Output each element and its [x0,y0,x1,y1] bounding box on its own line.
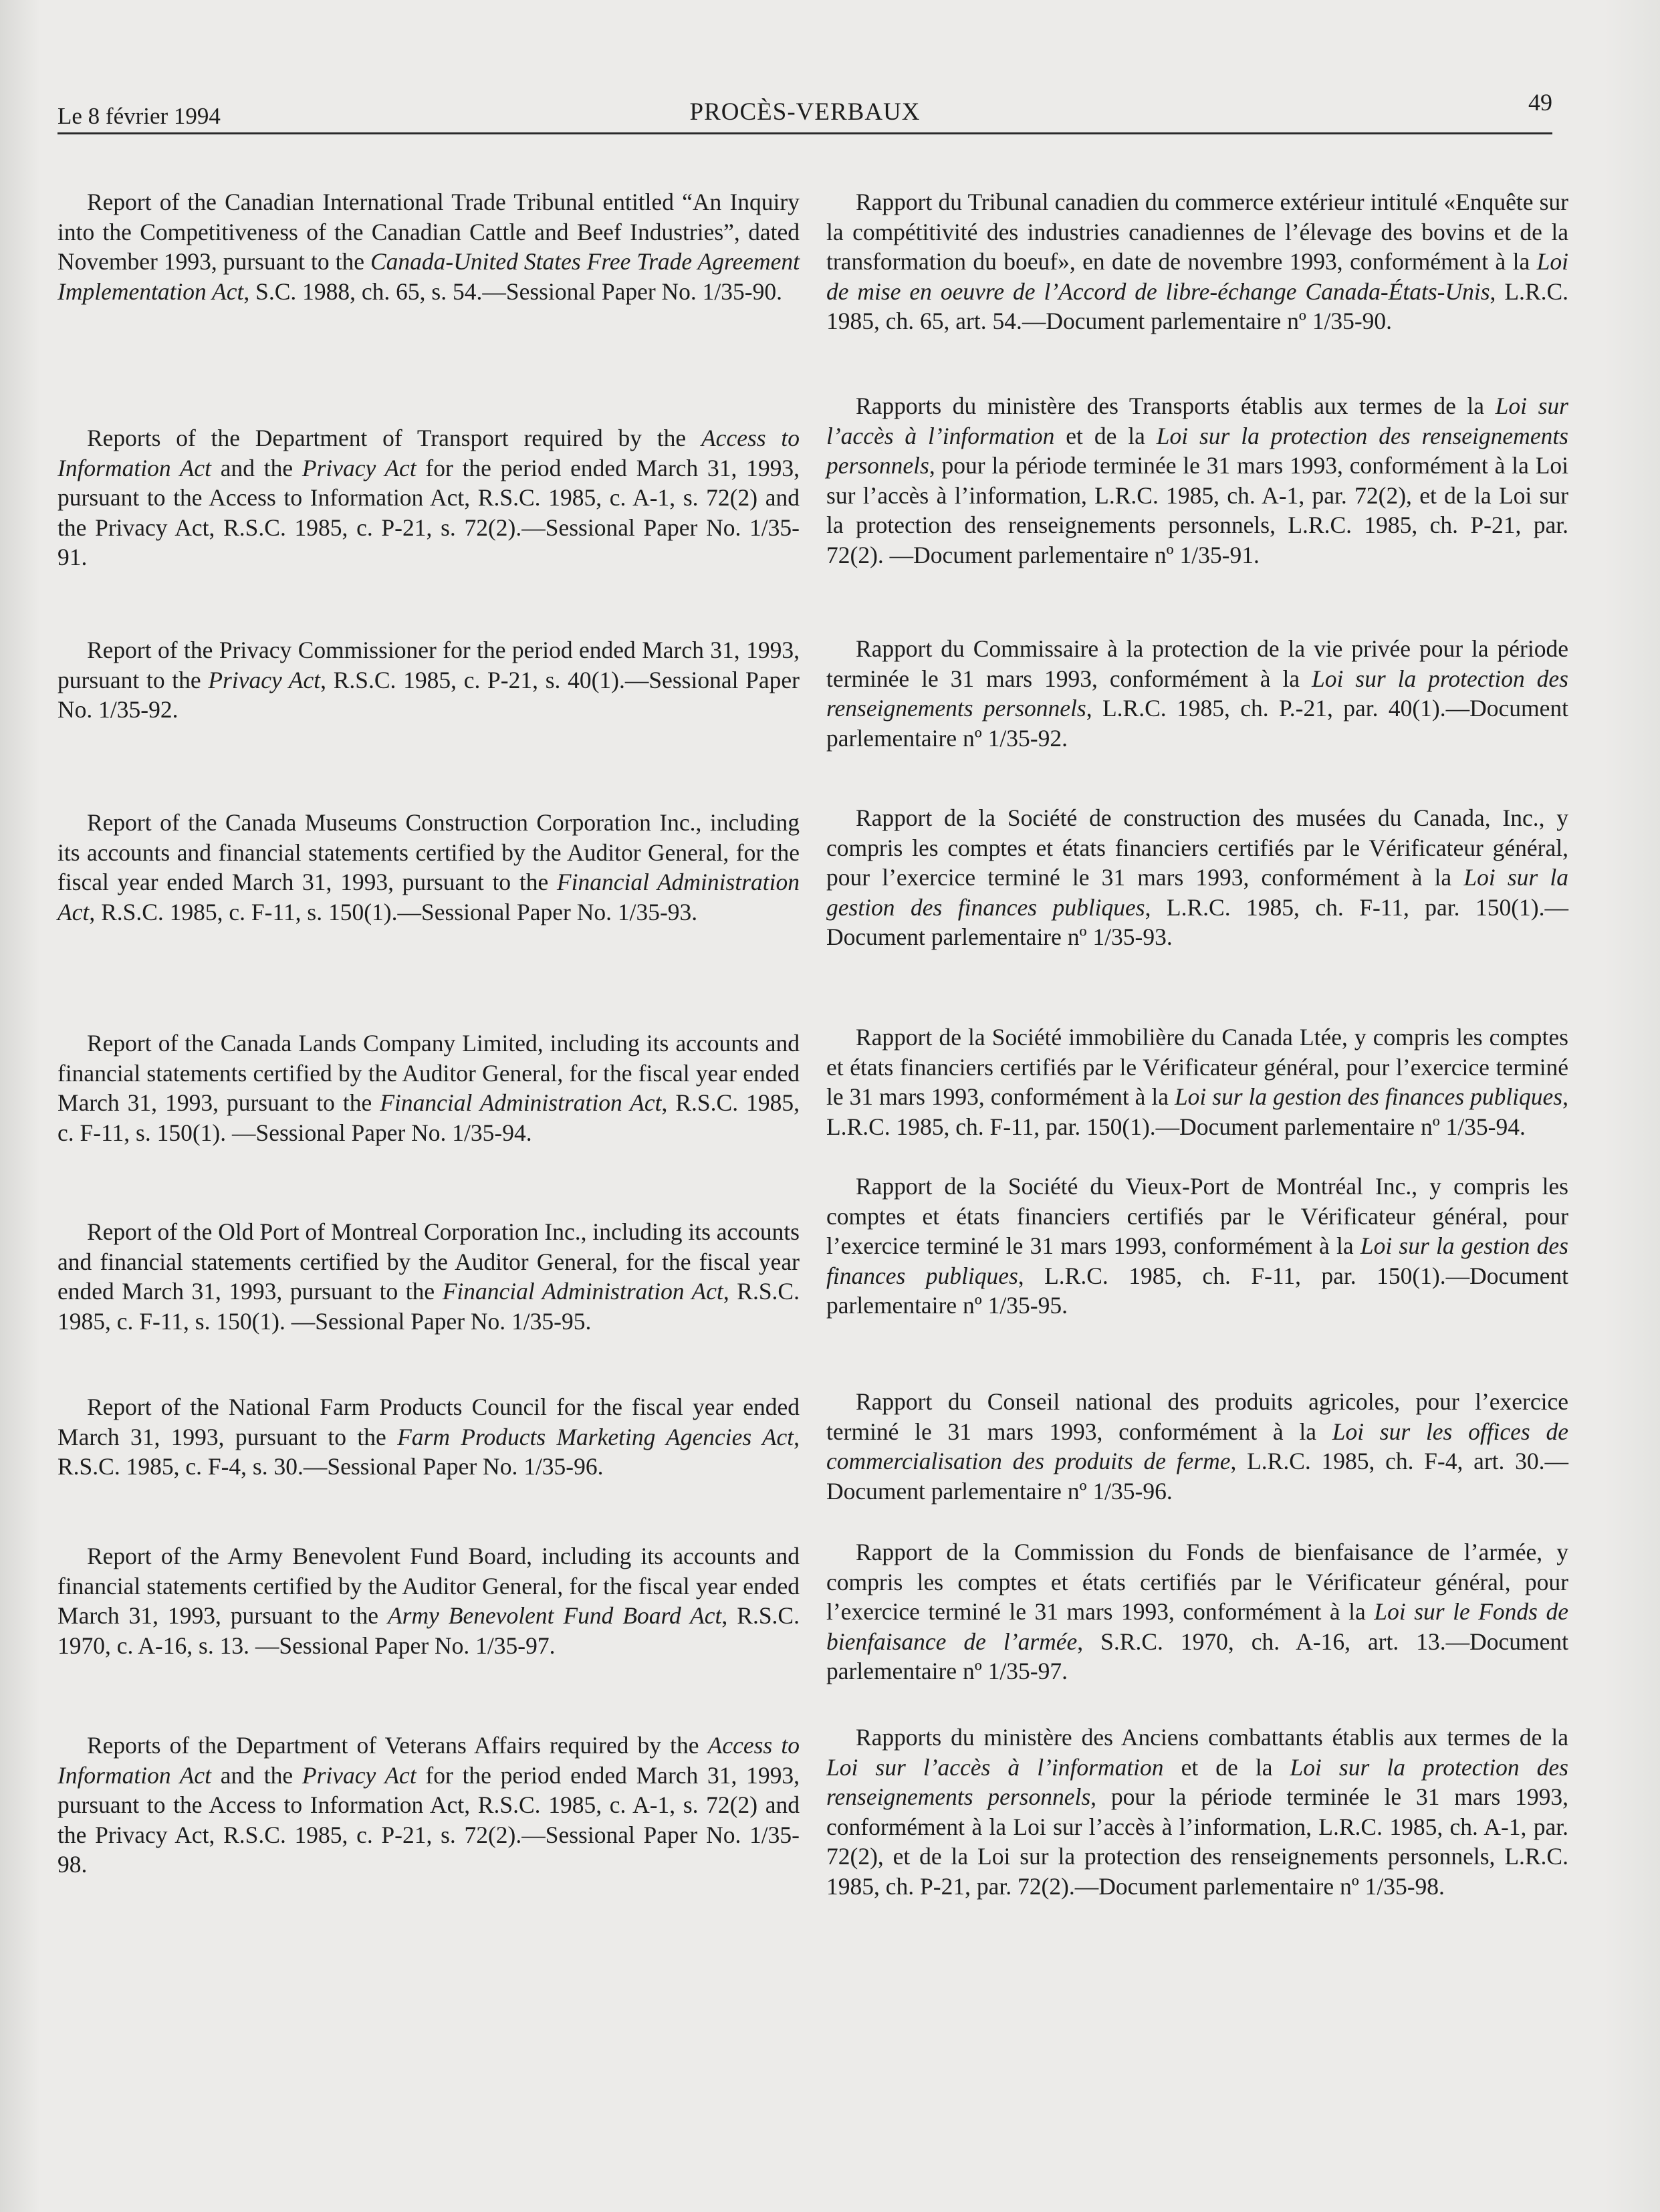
entry-text: for the period ended March 31, 1993, pursuant to the Access to Information Act, R.S.C. 1985, c. A-1, s. 72(2) and the Privacy Act, R.S.C. 1985, c. P-21, s. 72(2).—Sessional Paper No. 1/35-98. [57,1761,800,1878]
english-entry [57,1217,800,1336]
entry-text: , R.S.C. 1985, c. F-11, s. 150(1). —Sessional Paper No. 1/35-94. [57,1089,800,1146]
act-title: Loi sur la gestion des finances publiques [1174,1083,1563,1110]
english-entry [57,1392,800,1482]
entry-text: Report of the Canadian International Trade Tribunal entitled “An Inquiry into the Competitiveness of the Canadian Cattle and Beef Industries”, dated November 1993, pursuant to the [57,189,800,275]
entry-text: for the period ended March 31, 1993, pursuant to the Access to Information Act, R.S.C. 1985, c. A-1, s. 72(2) and the Privacy Act, R.S.C. 1985, c. P-21, s. 72(2).—Sessional Paper No. 1/35-91. [57,454,800,570]
entry-text: Rapport de la Société de construction des musées du Canada, Inc., y compris les comptes et états financiers certifiés par le Vérificateur général, pour l’exercice terminé le 31 mars 1993, conformément à la [826,804,1568,891]
english-entry [57,187,800,306]
entry-text: Reports of the Department of Veterans Affairs required by the [87,1732,708,1759]
entry-text: Report of the Old Port of Montreal Corporation Inc., including its accounts and financial statements certified by the Auditor General, for the fiscal year ended March 31, 1993, pursuant to the [57,1218,800,1305]
act-title: Loi sur la gestion des finances publiques [826,1232,1568,1289]
french-entry [826,1172,1568,1321]
entry-text: Rapport du Tribunal canadien du commerce extérieur intitulé «Enquête sur la compétitivité des industries canadiennes de l’élevage des bovins et de la transformation du boeuf», en date de novembre 1993, conformément à la [826,189,1568,275]
entry-text: , R.S.C. 1985, c. P-21, s. 40(1).—Sessional Paper No. 1/35-92. [57,666,800,723]
french-entry [826,1537,1568,1686]
act-title: Loi sur le Fonds de bienfaisance de l’armée [826,1598,1568,1655]
act-title: Access to Information Act [57,1732,800,1789]
entry-text: , L.R.C. 1985, ch. 65, art. 54.—Document parlementaire nº 1/35-90. [826,278,1568,334]
french-entry [826,187,1568,336]
act-title: Privacy Act [302,1761,417,1789]
act-title: Canada-United States Free Trade Agreement Implementation Act [57,248,800,305]
entry-text: Report of the Canada Museums Construction Corporation Inc., including its accounts and financial statements certified by the Auditor General, for the fiscal year ended March 31, 1993, pursuant to the [57,809,800,895]
french-entry [826,1387,1568,1506]
french-entry [826,1022,1568,1141]
act-title: Privacy Act [208,666,321,693]
entry-text: , L.R.C. 1985, ch. F-4, art. 30.—Document parlementaire nº 1/35-96. [826,1448,1568,1505]
entry-text: , pour la période terminée le 31 mars 1993, conformément à la Loi sur l’accès à l’information, L.R.C. 1985, ch. A-1, par. 72(2), et de la Loi sur la protection des renseignements personnels, L.R.C. 1985, ch. P-21, par. 72(2).—Document parlementaire nº 1/35-98. [826,1783,1568,1900]
act-title: Army Benevolent Fund Board Act [387,1602,722,1629]
entry-text: , L.R.C. 1985, ch. F-11, par. 150(1).—Document parlementaire nº 1/35-95. [826,1262,1568,1319]
english-entry [57,1541,800,1660]
english-entry [57,635,800,725]
act-title: Loi de mise en oeuvre de l’Accord de libre-échange Canada-États-Unis [826,248,1568,305]
english-entry [57,808,800,927]
entry-text: Rapport de la Commission du Fonds de bienfaisance de l’armée, y compris les comptes et états certifiés par le Vérificateur général, pour l’exercice terminé le 31 mars 1993, conformément à la [826,1539,1568,1625]
act-title: Loi sur la protection des renseignements personnels [826,665,1568,722]
act-title: Financial Administration Act [380,1089,662,1116]
entry-text: , S.R.C. 1970, ch. A-16, art. 13.—Document parlementaire nº 1/35-97. [826,1628,1568,1684]
entry-text: Report of the Canada Lands Company Limited, including its accounts and financial statements certified by the Auditor General, for the fiscal year ended March 31, 1993, pursuant to the [57,1030,800,1116]
header-date: Le 8 février 1994 [57,103,221,129]
act-title: Financial Administration Act [57,869,800,925]
english-entry [57,423,800,572]
act-title: Loi sur l’accès à l’information [826,393,1568,449]
act-title: Loi sur les offices de commercialisation des produits de ferme [826,1418,1568,1474]
act-title: Loi sur l’accès à l’information [826,1753,1164,1781]
entry-text: , R.S.C. 1985, c. F-11, s. 150(1).—Sessional Paper No. 1/35-93. [89,898,698,925]
entry-text: Rapport du Conseil national des produits agricoles, pour l’exercice terminé le 31 mars 1993, conformément à la [826,1388,1568,1445]
entry-text: Reports of the Department of Transport required by the [87,425,701,451]
french-entry [826,634,1568,753]
page-number: 49 [1528,89,1552,116]
entry-text: Report of the Privacy Commissioner for the period ended March 31, 1993, pursuant to the [57,637,800,693]
entry-text: and the [211,1761,302,1789]
entry-text: Report of the Army Benevolent Fund Board, including its accounts and financial statements certified by the Auditor General, for the fiscal year ended March 31, 1993, pursuant to the [57,1543,800,1629]
entry-text: Rapport du Commissaire à la protection de la vie privée pour la période terminée le 31 mars 1993, conformément à la [826,635,1568,692]
act-title: Privacy Act [302,454,417,481]
entry-text: and the [211,454,302,481]
entry-text: , L.R.C. 1985, ch. P.-21, par. 40(1).—Document parlementaire nº 1/35-92. [826,695,1568,752]
entry-text: Rapport de la Société immobilière du Canada Ltée, y compris les comptes et états financiers certifiés par le Vérificateur général, pour l’exercice terminé le 31 mars 1993, conformément à la [826,1024,1568,1110]
english-entry [57,1028,800,1147]
act-title: Farm Products Marketing Agencies Act [397,1423,794,1450]
entry-text: , R.S.C. 1985, c. F-4, s. 30.—Sessional Paper No. 1/35-96. [57,1423,800,1480]
entry-text: et de la [1163,1753,1290,1781]
entry-text: , S.C. 1988, ch. 65, s. 54.—Sessional Paper No. 1/35-90. [243,278,782,305]
entry-text: et de la [1054,422,1157,449]
french-entry [826,391,1568,570]
act-title: Financial Administration Act [442,1278,723,1305]
entry-text: Rapports du ministère des Anciens combattants établis aux termes de la [856,1724,1568,1751]
english-entry [57,1731,800,1880]
running-header [57,84,1552,138]
french-entry [826,803,1568,952]
entry-text: Rapports du ministère des Transports établis aux termes de la [856,393,1496,419]
entry-text: Report of the National Farm Products Council for the fiscal year ended March 31, 1993, pursuant to the [57,1394,800,1450]
act-title: Loi sur la protection des renseignements personnels [826,1753,1568,1810]
header-rule [57,132,1552,134]
entry-text: , L.R.C. 1985, ch. F-11, par. 150(1).—Document parlementaire nº 1/35-93. [826,893,1568,950]
french-entry [826,1723,1568,1901]
act-title: Loi sur la protection des renseignements personnels [826,422,1568,479]
entry-text: , pour la période terminée le 31 mars 1993, conformément à la Loi sur l’accès à l’information, L.R.C. 1985, ch. A-1, par. 72(2), et de la Loi sur la protection des renseignements personnels, L.R.C. 1985, ch. P-21, par. 72(2). —Document parlementaire nº 1/35-91. [826,452,1568,568]
entry-text: , R.S.C. 1970, c. A-16, s. 13. —Sessional Paper No. 1/35-97. [57,1602,800,1659]
act-title: Loi sur la gestion des finances publiques [826,864,1568,921]
entry-text: Rapport de la Société du Vieux-Port de Montréal Inc., y compris les comptes et états financiers certifiés par le Vérificateur général, pour l’exercice terminé le 31 mars 1993, conformément à la [826,1173,1568,1259]
entry-text: , L.R.C. 1985, ch. F-11, par. 150(1).—Document parlementaire nº 1/35-94. [826,1083,1568,1140]
entry-text: , R.S.C. 1985, c. F-11, s. 150(1). —Sessional Paper No. 1/35-95. [57,1278,800,1335]
act-title: Access to Information Act [57,425,800,481]
header-title: PROCÈS-VERBAUX [689,98,921,126]
